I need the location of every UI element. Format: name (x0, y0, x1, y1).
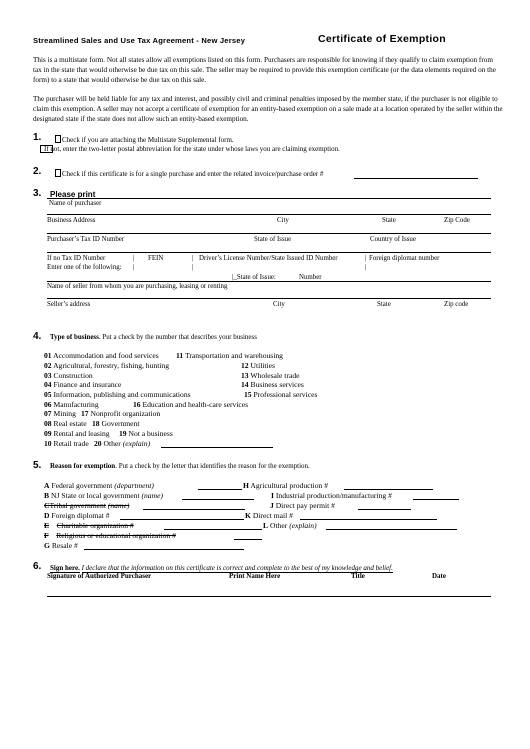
drivers-license-label: Driver’s License Number/State Issued ID Number (199, 255, 338, 262)
reason-k[interactable]: K Direct mail # (245, 511, 293, 520)
separator-3: | (192, 255, 194, 262)
business-01[interactable]: 01 Accommodation and food services (44, 351, 159, 360)
city-label: City (277, 217, 289, 224)
certificate-title: Certificate of Exemption (318, 33, 446, 45)
seller-address-label: Seller’s address (47, 301, 91, 308)
section-6-number: 6. (33, 561, 42, 572)
reason-k-line[interactable] (300, 519, 437, 520)
reason-f-line[interactable] (234, 539, 262, 540)
business-07[interactable]: 07 Mining (44, 409, 76, 418)
business-17[interactable]: 17 Nonprofit organization (81, 409, 161, 418)
reason-j[interactable]: J Direct pay permit # (270, 501, 335, 510)
please-print-heading: Please print (50, 190, 96, 199)
business-03[interactable]: 03 Construction (44, 371, 93, 380)
tax-id-divider (47, 252, 491, 253)
reason-j-line[interactable] (358, 509, 411, 510)
seller-zip-label: Zip code (444, 301, 469, 308)
title-label: Title (351, 572, 365, 580)
separator-1: | (133, 255, 135, 262)
tax-id-label: Purchaser’s Tax ID Number (47, 236, 125, 243)
multistate-supplemental-checkbox[interactable] (55, 135, 61, 143)
business-11[interactable]: 11 Transportation and warehousing (176, 351, 283, 360)
country-of-issue-label: Country of Issue (370, 236, 416, 243)
business-09[interactable]: 09 Rental and leasing (44, 429, 110, 438)
reason-c[interactable]: CTribal government (name) (44, 501, 130, 510)
state-label: State (382, 217, 396, 224)
section-4-heading: Type of business. Put a check by the number that describes your business (50, 333, 257, 341)
date-label: Date (432, 572, 446, 580)
section-2-number: 2. (33, 166, 42, 177)
business-address-label: Business Address (47, 217, 96, 224)
purchaser-name-line[interactable] (47, 198, 491, 199)
business-02[interactable]: 02 Agricultural, forestry, fishing, hunting (44, 361, 170, 370)
state-of-issue-2-label: |_State of Issue: (232, 274, 276, 281)
reason-l[interactable]: L Other (explain) (263, 521, 317, 530)
zip-label: Zip Code (444, 217, 470, 224)
section-5-number: 5. (33, 460, 42, 471)
separator-4: | (192, 264, 194, 271)
business-other-line[interactable] (161, 447, 273, 448)
reason-i-line[interactable] (413, 499, 459, 500)
sign-here-declaration: Sign here. I declare that the information on this certificate is correct and complete to the best of my knowledge and belief. (50, 564, 393, 572)
state-of-issue-label: State of Issue (254, 236, 292, 243)
print-name-label: Print Name Here (229, 572, 281, 580)
number-label: Number (299, 274, 322, 281)
reason-b-line[interactable] (182, 499, 254, 500)
reason-g-line[interactable] (84, 549, 244, 550)
if-no-tax-id-label: If no Tax ID Number (47, 255, 106, 262)
reason-e[interactable]: E Charitable organization # (44, 521, 134, 530)
reason-l-line[interactable] (326, 529, 457, 530)
section-1-number: 1. (33, 132, 42, 143)
reason-e-line[interactable] (164, 529, 262, 530)
reason-i[interactable]: I Industrial production/manufacturing # (271, 491, 392, 500)
intro-paragraph-2: The purchaser will be held liable for any tax and interest, and possibly civil and criminal penalties imposed by the member state, if the purchaser is not eligible to claim this exemption. A seller may not accept a certificate of exemption for an entity-based exemption on a sale made at a location operated by the seller within the designated state if the state does not allow such an entity-based exemption. (33, 95, 503, 123)
reason-a-line[interactable] (198, 489, 242, 490)
business-13[interactable]: 13 Wholesale trade (241, 371, 300, 380)
signature-label: Signature of Authorized Purchaser (47, 572, 152, 580)
seller-state-label: State (377, 301, 391, 308)
enter-one-label: Enter one of the following: (47, 264, 122, 271)
separator-6: | (365, 264, 367, 271)
section-5-heading: Reason for exemption. Put a check by the letter that identifies the reason for the exemption. (50, 462, 310, 470)
business-19[interactable]: 19 Not a business (119, 429, 173, 438)
separator-5: | (365, 255, 367, 262)
business-14[interactable]: 14 Business services (241, 380, 304, 389)
section-1-line-1: Check if you are attaching the Multistate Supplemental form. (62, 136, 234, 144)
reason-f[interactable]: F Religious or educational organization # (44, 531, 176, 540)
business-address-line[interactable] (47, 214, 491, 215)
fein-label: FEIN (148, 255, 164, 262)
business-08[interactable]: 08 Real estate (44, 419, 87, 428)
reason-h-line[interactable] (344, 489, 433, 490)
business-10[interactable]: 10 Retail trade (44, 439, 89, 448)
reason-g[interactable]: G Resale # (44, 541, 78, 550)
business-06[interactable]: 06 Manufacturing (44, 400, 99, 409)
reason-h[interactable]: H Agricultural production # (243, 481, 329, 490)
single-purchase-checkbox[interactable] (55, 169, 61, 177)
signature-line[interactable] (47, 596, 491, 597)
business-16[interactable]: 16 Education and health-care services (133, 400, 249, 409)
reason-d[interactable]: D Foreign diplomat # (44, 511, 110, 520)
section-2-text: Check if this certificate is for a single purchase and enter the related invoice/purchase order # (62, 170, 324, 178)
form-header-title: Streamlined Sales and Use Tax Agreement - New Jersey (33, 36, 246, 45)
business-18[interactable]: 18 Government (92, 419, 140, 428)
business-15[interactable]: 15 Professional services (244, 390, 318, 399)
seller-address-line[interactable] (47, 298, 491, 299)
reason-d-line[interactable] (120, 519, 244, 520)
intro-paragraph-1: This is a multistate form. Not all states allow all exemptions listed on this form. Purchasers are responsible for knowing if they qualify to claim exemption from tax in the state that would otherwise be due tax on this sale. The seller may be required to provide this exemption certificate (or the data elements required on the form) to a state that would otherwise be due tax on this sale. (33, 56, 496, 84)
purchaser-name-label: Name of purchaser (49, 200, 102, 207)
separator-2: | (133, 264, 135, 271)
reason-a[interactable]: A Federal government (department) (44, 481, 154, 490)
section-1-line-2: If not, enter the two-letter postal abbreviation for the state under whose laws you are claiming exemption. (44, 145, 340, 153)
business-04[interactable]: 04 Finance and insurance (44, 380, 122, 389)
invoice-number-line[interactable] (354, 178, 478, 179)
section-3-number: 3. (33, 188, 42, 199)
seller-name-label: Name of seller from whom you are purchasing, leasing or renting (47, 283, 228, 290)
business-20[interactable]: 20 Other (explain) (94, 439, 151, 448)
seller-city-label: City (273, 301, 285, 308)
tax-id-line[interactable] (47, 233, 491, 234)
reason-c-line[interactable] (143, 509, 245, 510)
business-12[interactable]: 12 Utilities (241, 361, 275, 370)
business-05[interactable]: 05 Information, publishing and communications (44, 390, 191, 399)
section-4-number: 4. (33, 331, 42, 342)
reason-b[interactable]: B NJ State or local government (name) (44, 491, 163, 500)
foreign-diplomat-label: Foreign diplomat number (369, 255, 440, 262)
